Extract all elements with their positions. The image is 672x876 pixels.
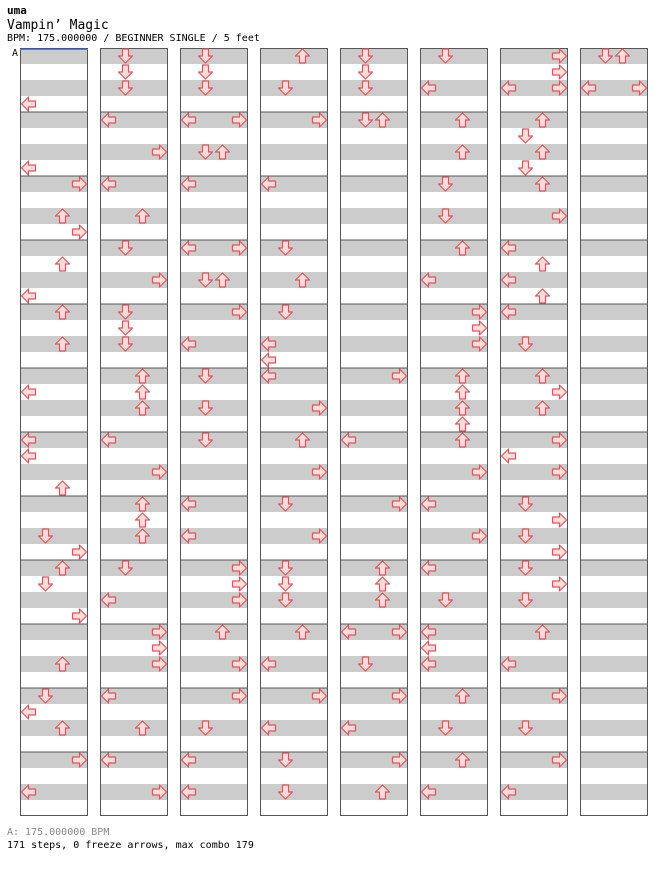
author-name: uma (7, 4, 27, 17)
chart-column (340, 48, 408, 816)
bpm-marker-line (20, 49, 88, 50)
chart-stats: 171 steps, 0 freeze arrows, max combo 179 (7, 840, 254, 851)
chart-column (500, 48, 568, 816)
chart-column (20, 48, 88, 816)
song-title: Vampin’ Magic (7, 18, 109, 33)
chart-column (180, 48, 248, 816)
chart-footer (7, 826, 254, 852)
bpm-legend: A: 175.000000 BPM (7, 827, 110, 838)
chart-column (260, 48, 328, 816)
bpm-marker-label: A (12, 48, 19, 59)
chart-column (100, 48, 168, 816)
chart-column (420, 48, 488, 816)
chart-info: BPM: 175.000000 / BEGINNER SINGLE / 5 feet (7, 33, 260, 44)
chart-column (580, 48, 648, 816)
